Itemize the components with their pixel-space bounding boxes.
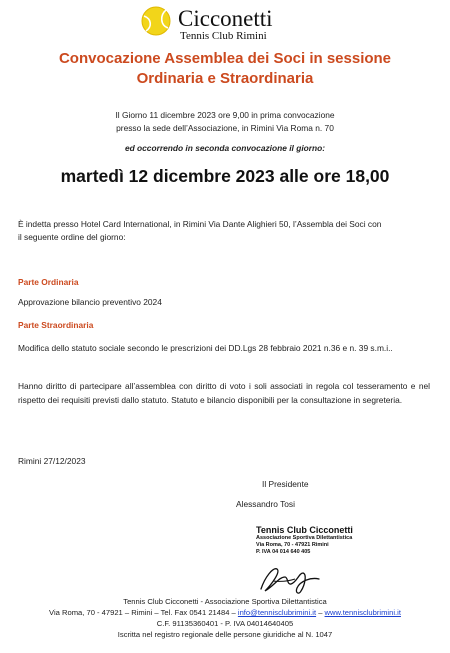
stamp-line3: Via Roma, 70 - 47921 Rimini	[256, 542, 329, 548]
stamp-line2: Associazione Sportiva Dilettantistica	[256, 535, 353, 541]
place-date: Rimini 27/12/2023	[18, 456, 86, 466]
logo-subtitle: Tennis Club Rimini	[180, 30, 267, 42]
tennis-ball-icon	[140, 5, 172, 37]
announcement-line2: il seguente ordine del giorno:	[18, 231, 126, 242]
second-call-text: ed occorrendo in seconda convocazione il giorno:	[124, 143, 326, 153]
stamp-line4: P. IVA 04 014 640 405	[256, 549, 311, 555]
meeting-date: martedì 12 dicembre 2023 alle ore 18,00	[60, 166, 390, 186]
rights-paragraph: Hanno diritto di partecipare all’assemblea con diritto di voto i soli associati in regola col tesseramento e nel rispetto dei requisiti previsti dallo statuto. Statuto e bilancio disponibili per la consultazione in segreteria.	[18, 381, 430, 405]
footer-address: Via Roma, 70 - 47921 – Rimini – Tel. Fax 0541 21484 –	[49, 608, 238, 617]
logo-name: Cicconetti	[178, 6, 273, 31]
announcement-paragraph	[18, 218, 430, 243]
footer-website-link[interactable]: www.tennisclubrimini.it	[324, 608, 401, 617]
president-title: Il Presidente	[262, 479, 309, 489]
footer-registry: Iscritta nel registro regionale delle persone giuridiche al N. 1047	[117, 630, 333, 639]
club-logo	[140, 5, 320, 45]
document-title-line2: Ordinaria e Straordinaria	[136, 70, 314, 87]
footer-separator: –	[316, 608, 325, 617]
footer-email-link[interactable]: info@tennisclubrimini.it	[237, 608, 317, 617]
footer-tax-ids: C.F. 91135360401 - P. IVA 04014640405	[156, 619, 294, 628]
extraordinary-part-item: Modifica dello statuto sociale secondo le prescrizioni dei DD.Lgs 28 febbraio 2021 n.36 e n. 39 s.m.i..	[18, 343, 393, 353]
intro-line1: Il Giorno 11 dicembre 2023 ore 9,00 in prima convocazione	[115, 110, 335, 120]
ordinary-part-heading: Parte Ordinaria	[18, 277, 79, 287]
intro-line2: presso la sede dell’Associazione, in Rimini Via Roma n. 70	[116, 123, 334, 133]
president-signature	[255, 555, 325, 600]
document-title-line1: Convocazione Assemblea dei Soci in sessione	[58, 50, 392, 67]
announcement-line1: È indetta presso Hotel Card International, in Rimini Via Dante Alighieri 50, l’Assembla dei Soci con	[18, 219, 382, 229]
president-name: Alessandro Tosi	[236, 499, 295, 509]
footer-line1: Tennis Club Cicconetti - Associazione Sportiva Dilettantistica	[123, 597, 327, 606]
extraordinary-part-heading: Parte Straordinaria	[18, 320, 94, 330]
club-stamp	[256, 525, 396, 556]
ordinary-part-item: Approvazione bilancio preventivo 2024	[18, 297, 162, 307]
stamp-line1: Tennis Club Cicconetti	[256, 525, 353, 535]
footer-contacts	[0, 608, 450, 619]
